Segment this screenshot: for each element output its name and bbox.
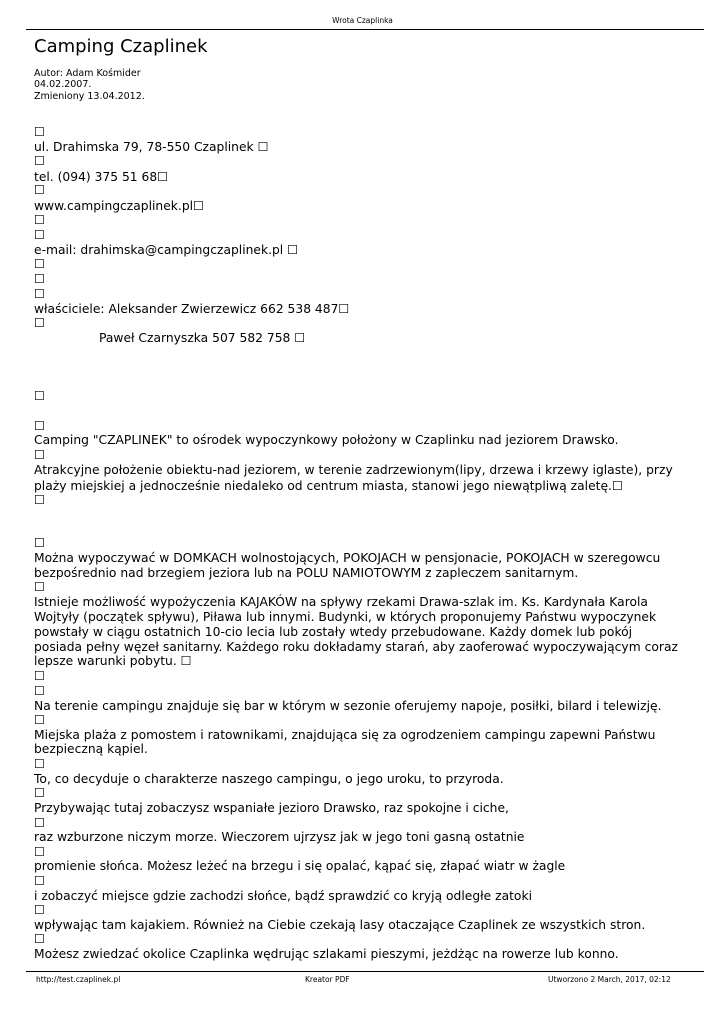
website-line: www.campingczaplinek.pl☐ <box>34 199 205 213</box>
bar-line: Na terenie campingu znajduje się bar w którym w sezonie oferujemy napoje, posiłki, bilard i telewizję. <box>34 699 662 713</box>
intro-line: Camping "CZAPLINEK" to ośrodek wypoczynkowy położony w Czaplinku nad jeziorem Drawsko. <box>34 433 619 447</box>
address-line: ul. Drahimska 79, 78-550 Czaplinek ☐ <box>34 140 269 154</box>
document-title: Camping Czaplinek <box>34 36 208 57</box>
nature-line: To, co decyduje o charakterze naszego campingu, o jego uroku, to przyroda. <box>34 772 504 786</box>
body-line: ☐ <box>34 257 46 271</box>
phone-line: tel. (094) 375 51 68☐ <box>34 170 169 184</box>
body-line: ☐ <box>34 125 46 139</box>
location-line: Atrakcyjne położenie obiektu-nad jeziorem, w terenie zadrzewionym(lipy, drzewa i krzewy iglaste), przy <box>34 463 673 477</box>
body-line: ☐ <box>34 903 46 917</box>
body-line: ☐ <box>34 932 46 946</box>
nature-line: promienie słońca. Możesz leżeć na brzegu i się opalać, kąpać się, złapać wiatr w żagle <box>34 859 566 873</box>
nature-line: raz wzburzone niczym morze. Wieczorem ujrzysz jak w jego toni gasną ostatnie <box>34 830 525 844</box>
kayak-line: posiada pełny węzeł sanitarny. Każdego roku dokładamy starań, aby zaoferować wypoczywającym coraz <box>34 640 678 654</box>
location-line: plaży miejskiej a jednocześnie niedaleko od centrum miasta, stanowi jego niewątpliwą zaletę.☐ <box>34 479 623 493</box>
body-line: ☐ <box>34 874 46 888</box>
created-date: 04.02.2007. <box>34 79 92 90</box>
body-line: ☐ <box>34 786 46 800</box>
author-line: Autor: Adam Kośmider <box>34 68 141 79</box>
body-line: ☐ <box>34 228 46 242</box>
body-line: ☐ <box>34 684 46 698</box>
email-line: e-mail: drahimska@campingczaplinek.pl ☐ <box>34 243 299 257</box>
footer-generator: Kreator PDF <box>305 975 350 984</box>
body-line: ☐ <box>34 316 46 330</box>
owner-second-line: Paweł Czarnyszka 507 582 758 ☐ <box>99 331 306 345</box>
modified-date: Zmieniony 13.04.2012. <box>34 91 145 102</box>
nature-line: Przybywając tutaj zobaczysz wspaniałe jezioro Drawsko, raz spokojne i ciche, <box>34 801 509 815</box>
body-line: ☐ <box>34 154 46 168</box>
body-line: ☐ <box>34 419 46 433</box>
body-line: ☐ <box>34 816 46 830</box>
body-line: ☐ <box>34 493 46 507</box>
accommodation-line: bezpośrednio nad brzegiem jeziora lub na POLU NAMIOTOWYM z zapleczem sanitarnym. <box>34 566 579 580</box>
body-line: ☐ <box>34 669 46 683</box>
kayak-line: Istnieje możliwość wypożyczenia KAJAKÓW na spływy rzekami Drawa-szlak im. Ks. Kardynała Karola <box>34 595 648 609</box>
beach-line: bezpieczną kąpiel. <box>34 742 148 756</box>
body-line: ☐ <box>34 713 46 727</box>
kayak-line: lepsze warunki pobytu. ☐ <box>34 654 192 668</box>
body-line: ☐ <box>34 213 46 227</box>
body-line: ☐ <box>34 272 46 286</box>
footer-created-date: Utworzono 2 March, 2017, 02:12 <box>548 975 671 984</box>
kayak-line: powstały w ciągu ostatnich 10-cio lecia lub zostały wtedy przebudowane. Każdy domek lub pokój <box>34 625 633 639</box>
beach-line: Miejska plaża z pomostem i ratownikami, znajdująca się za ogrodzeniem campingu zapewni Państwu <box>34 728 656 742</box>
body-line: ☐ <box>34 845 46 859</box>
accommodation-line: Można wypoczywać w DOMKACH wolnostojących, POKOJACH w pensjonacie, POKOJACH w szeregowcu <box>34 551 661 565</box>
kayak-line: Wojtyły (początek spływu), Piława lub innymi. Budynki, w których proponujemy Państwu wypoczynek <box>34 610 657 624</box>
body-line: ☐ <box>34 757 46 771</box>
body-line: ☐ <box>34 580 46 594</box>
body-line: ☐ <box>34 389 46 403</box>
footer-rule <box>26 971 704 972</box>
body-line: ☐ <box>34 287 46 301</box>
nature-line: i zobaczyć miejsce gdzie zachodzi słońce, bądź sprawdzić co kryją odległe zatoki <box>34 889 532 903</box>
footer-url[interactable]: http://test.czaplinek.pl <box>36 975 121 984</box>
header-site-name: Wrota Czaplinka <box>332 16 393 25</box>
nature-line: wpływając tam kajakiem. Również na Ciebie czekają lasy otaczające Czaplinek ze wszystkich stron. <box>34 918 646 932</box>
owners-line: właściciele: Aleksander Zwierzewicz 662 538 487☐ <box>34 302 350 316</box>
body-line: ☐ <box>34 183 46 197</box>
header-rule <box>26 29 704 30</box>
body-line: ☐ <box>34 536 46 550</box>
nature-line: Możesz zwiedzać okolice Czaplinka wędrując szlakami pieszymi, jeżdżąc na rowerze lub konno. <box>34 947 619 961</box>
body-line: ☐ <box>34 448 46 462</box>
